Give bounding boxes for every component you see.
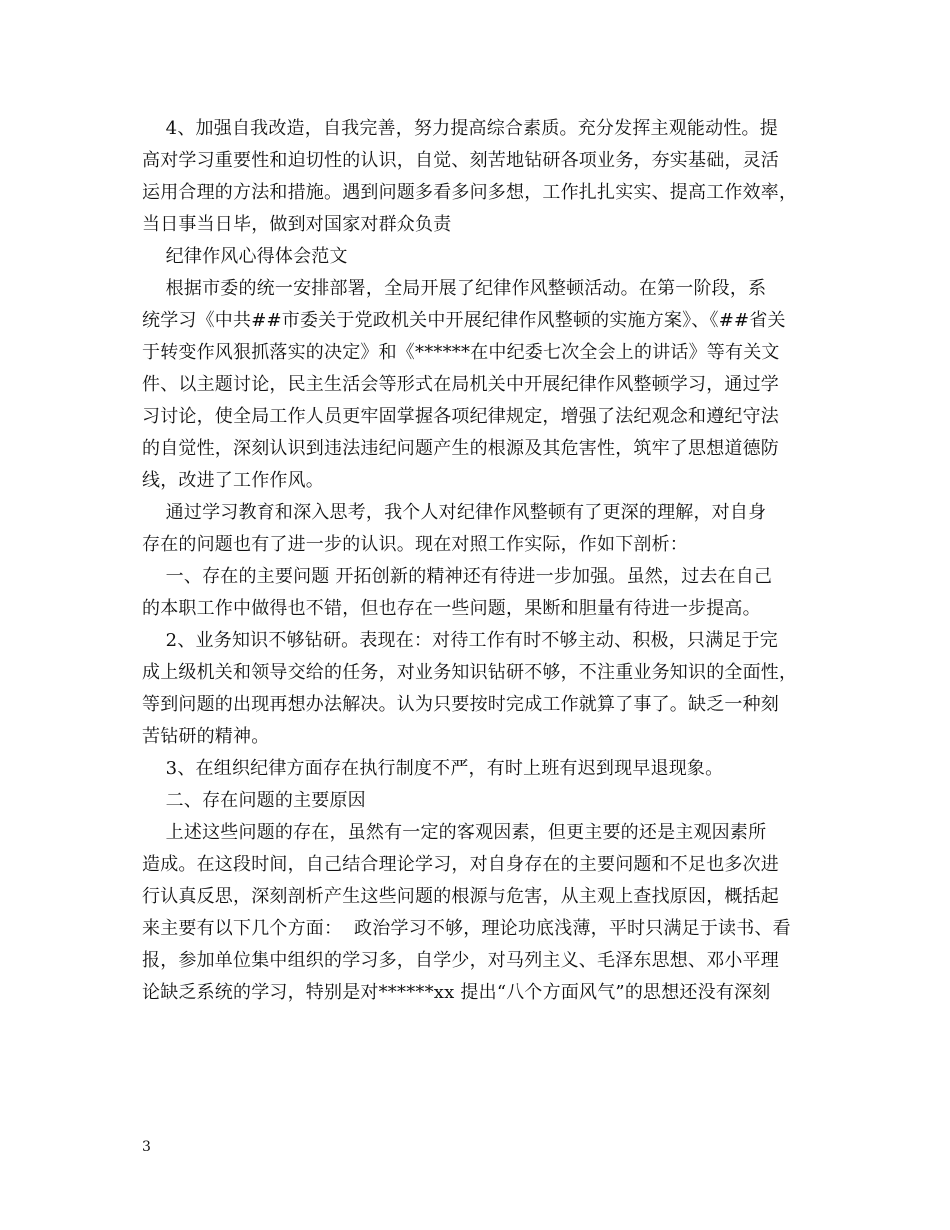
text-line: 运用合理的方法和措施。遇到问题多看多问多想，工作扎扎实实、提高工作效率，: [142, 182, 798, 203]
text-line: 线，改进了工作作风。: [142, 470, 324, 491]
text-line: 当日事当日毕，做到对国家对群众负责: [142, 214, 452, 235]
text-line: 论缺乏系统的学习，特别是对******xx 提出“八个方面风气”的思想还没有深刻: [142, 982, 771, 1003]
section-heading: 纪律作风心得体会范文: [142, 246, 348, 267]
text-line: 4、加强自我改造，自我完善，努力提高综合素质。充分发挥主观能动性。提: [142, 118, 778, 139]
text-line: 的自觉性，深刻认识到违法违纪问题产生的根源及其危害性，筑牢了思想道德防: [142, 438, 779, 459]
text-line: 成上级机关和领导交给的任务，对业务知识钻研不够，不注重业务知识的全面性，: [142, 662, 798, 683]
text-line: 2、业务知识不够钻研。表现在：对待工作有时不够主动、积极，只满足于完: [142, 630, 778, 651]
section-heading: 二、存在问题的主要原因: [142, 790, 366, 811]
text-line: 3、在组织纪律方面存在执行制度不严，有时上班有迟到现早退现象。: [142, 758, 724, 779]
text-line: 苦钻研的精神。: [142, 726, 270, 747]
text-line: 上述这些问题的存在，虽然有一定的客观因素，但更主要的还是主观因素所: [142, 822, 767, 843]
text-line: 习讨论，使全局工作人员更牢固掌握各项纪律规定，增强了法纪观念和遵纪守法: [142, 406, 779, 427]
text-line: 造成。在这段时间，自己结合理论学习，对自身存在的主要问题和不足也多次进: [142, 854, 779, 875]
text-line: 统学习《中共##市委关于党政机关中开展纪律作风整顿的实施方案》、《##省关: [142, 310, 786, 331]
body-text: [142, 113, 810, 1009]
text-line: 存在的问题也有了进一步的认识。现在对照工作实际，作如下剖析：: [142, 534, 688, 555]
text-line: 通过学习教育和深入思考，我个人对纪律作风整顿有了更深的理解，对自身: [142, 502, 767, 523]
text-line: 高对学习重要性和迫切性的认识，自觉、刻苦地钻研各项业务，夯实基础，灵活: [142, 150, 779, 171]
text-line: 来主要有以下几个方面： 政治学习不够，理论功底浅薄，平时只满足于读书、看: [142, 918, 791, 939]
text-line: 根据市委的统一安排部署，全局开展了纪律作风整顿活动。在第一阶段，系: [142, 278, 767, 299]
text-line: 报，参加单位集中组织的学习多，自学少，对马列主义、毛泽东思想、邓小平理: [142, 950, 779, 971]
text-line: 于转变作风狠抓落实的决定》和《******在中纪委七次全会上的讲话》等有关文: [142, 342, 780, 363]
text-line: 等到问题的出现再想办法解决。认为只要按时完成工作就算了事了。缺乏一种刻: [142, 694, 779, 715]
text-line: 一、存在的主要问题 开拓创新的精神还有待进一步加强。虽然，过去在自己: [142, 566, 773, 587]
text-line: 的本职工作中做得也不错，但也存在一些问题，果断和胆量有待进一步提高。: [142, 598, 761, 619]
text-line: 行认真反思，深刻剖析产生这些问题的根源与危害，从主观上查找原因，概括起: [142, 886, 779, 907]
page-number: 3: [142, 1139, 151, 1155]
text-line: 件、以主题讨论，民主生活会等形式在局机关中开展纪律作风整顿学习，通过学: [142, 374, 779, 395]
